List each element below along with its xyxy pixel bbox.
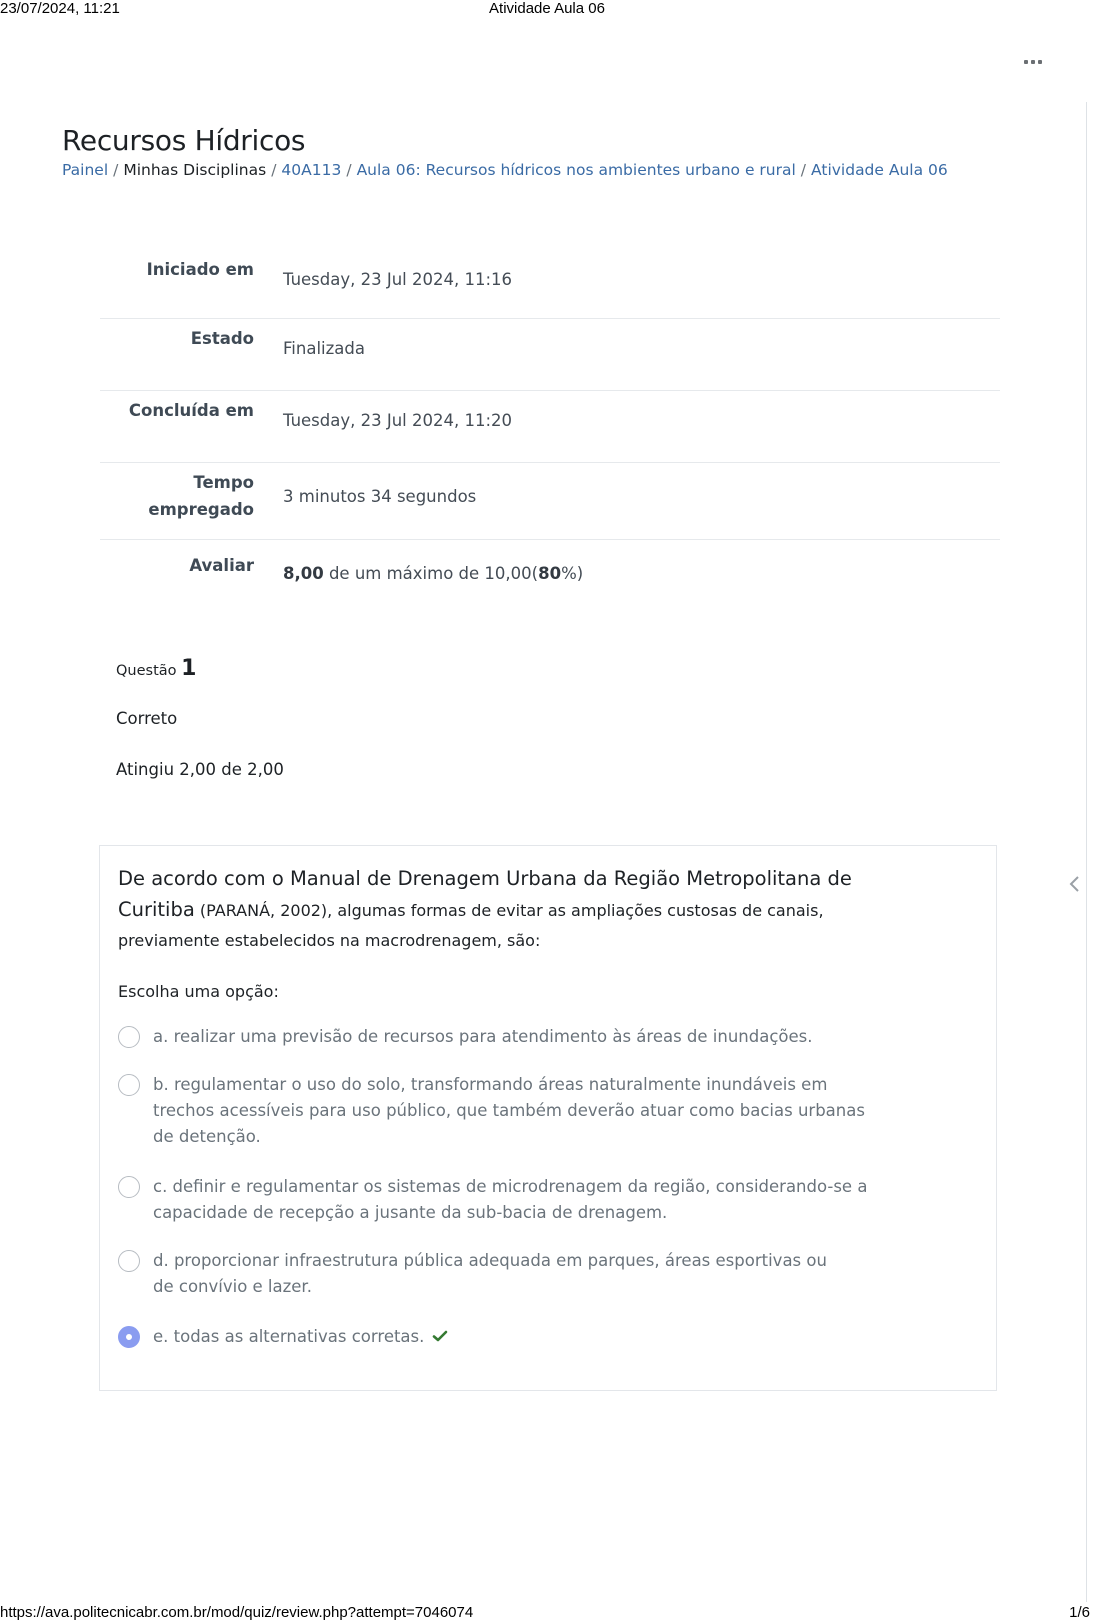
summary-label: Concluída em [128,401,254,420]
answer-option-b[interactable] [118,1075,878,1150]
answer-option-label [153,1324,448,1351]
summary-label-line: empregado [148,500,254,519]
summary-row-state [100,319,1000,391]
drawer-divider [1086,102,1087,1602]
question-text-rest: (PARANÁ, 2002), algumas formas de evitar as ampliações custosas de canais, previamente estabelecidos na macrodrenagem, são: [118,901,824,950]
question-mark: Atingiu 2,00 de 2,00 [116,760,284,779]
grade-score: 8,00 [283,564,324,583]
summary-row-time [100,463,1000,540]
question-card [99,845,997,1391]
summary-label [100,469,254,523]
answer-option-text: e. todas as alternativas corretas. [153,1327,425,1346]
breadcrumb-separator: / [271,161,277,179]
summary-row-completed [100,391,1000,463]
question-text-lead: De acordo com o Manual de Drenagem Urbana da Região Metropolitana de Curitiba [118,867,852,921]
summary-value: Tuesday, 23 Jul 2024, 11:16 [283,270,513,289]
answer-option-a[interactable] [118,1027,878,1050]
summary-row-grade [100,540,1000,610]
answer-prompt: Escolha uma opção: [118,982,279,1001]
breadcrumb-minhas-disciplinas: Minhas Disciplinas [123,161,267,179]
summary-label: Estado [190,329,254,348]
print-datetime: 23/07/2024, 11:21 [0,0,120,17]
print-document-title: Atividade Aula 06 [489,0,605,17]
breadcrumb-course[interactable]: 40A113 [281,161,342,179]
radio-button[interactable] [118,1176,140,1198]
breadcrumb-painel[interactable]: Painel [62,161,109,179]
ellipsis-icon[interactable] [1024,58,1044,66]
summary-row-started [100,250,1000,319]
chevron-left-icon[interactable] [1066,872,1084,896]
breadcrumb-separator: / [113,161,119,179]
check-icon [432,1325,448,1351]
question-number-value: 1 [181,656,197,681]
answer-option-e[interactable] [118,1327,878,1351]
page-title: Recursos Hídricos [62,124,306,157]
print-url: https://ava.politecnicabr.com.br/mod/quiz/review.php?attempt=7046074 [0,1604,474,1621]
answer-option-label: b. regulamentar o uso do solo, transformando áreas naturalmente inundáveis em trechos acessíveis para uso público, que também deverão atuar como bacias urbanas de detenção. [153,1075,865,1146]
answer-option-label: a. realizar uma previsão de recursos para atendimento às áreas de inundações. [153,1027,813,1046]
radio-button[interactable] [118,1250,140,1272]
question-number [116,656,196,681]
breadcrumb [62,161,948,179]
radio-button[interactable] [118,1026,140,1048]
answer-option-d[interactable] [118,1251,838,1300]
question-text [118,864,878,956]
question-label: Questão [116,663,182,679]
breadcrumb-separator: / [346,161,352,179]
answer-option-label: c. definir e regulamentar os sistemas de microdrenagem da região, considerando-se a capacidade de recepção a jusante da sub-bacia de drenagem. [153,1177,868,1222]
summary-value: 3 minutos 34 segundos [283,487,477,506]
summary-value: Tuesday, 23 Jul 2024, 11:20 [283,411,513,430]
grade-text: de um máximo de 10,00( [323,564,539,583]
breadcrumb-section[interactable]: Aula 06: Recursos hídricos nos ambientes urbano e rural [356,161,796,179]
radio-button[interactable] [118,1074,140,1096]
summary-value: Finalizada [283,339,365,358]
grade-percent: 80 [538,564,562,583]
summary-label: Iniciado em [146,260,254,279]
answer-option-label: d. proporcionar infraestrutura pública adequada em parques, áreas esportivas ou de convívio e lazer. [153,1251,827,1296]
print-page-number: 1/6 [1069,1604,1090,1621]
attempt-summary [100,250,1000,610]
breadcrumb-activity[interactable]: Atividade Aula 06 [811,161,948,179]
question-state: Correto [116,709,178,728]
grade-text-end: %) [561,564,584,583]
summary-label: Avaliar [189,556,254,575]
grade-value [283,564,583,583]
breadcrumb-separator: / [800,161,807,179]
answer-option-c[interactable] [118,1177,878,1226]
summary-label-line: Tempo [193,473,254,492]
radio-button-selected[interactable] [118,1326,140,1348]
